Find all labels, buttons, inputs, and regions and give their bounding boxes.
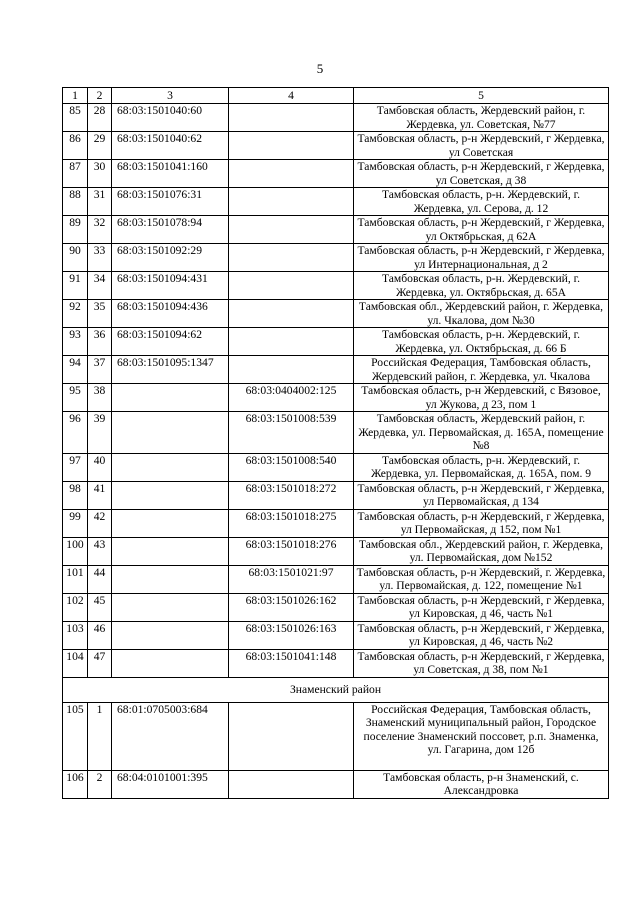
row-number-cell: 101 — [63, 565, 88, 593]
address-cell: Тамбовская область, р-н Жердевский, г Жердевка, ул Первомайская, д 134 — [354, 481, 609, 509]
address-cell: Тамбовская область, р-н Жердевский, г Жердевка, ул Кировская, д 46, часть №1 — [354, 593, 609, 621]
header-cell-3: 3 — [112, 88, 229, 104]
room-cadastral-number-cell: 68:03:1501041:148 — [229, 649, 354, 677]
register-table — [62, 87, 609, 799]
district-number-cell: 39 — [88, 412, 112, 454]
table-row — [63, 356, 609, 384]
room-cadastral-number-cell — [229, 702, 354, 770]
cadastral-number-cell — [112, 509, 229, 537]
district-number-cell: 1 — [88, 702, 112, 770]
district-number-cell: 47 — [88, 649, 112, 677]
table-row — [63, 384, 609, 412]
header-cell-4: 4 — [229, 88, 354, 104]
row-number-cell: 97 — [63, 453, 88, 481]
cadastral-number-cell — [112, 412, 229, 454]
row-number-cell: 85 — [63, 104, 88, 132]
room-cadastral-number-cell — [229, 328, 354, 356]
cadastral-number-cell: 68:03:1501092:29 — [112, 244, 229, 272]
room-cadastral-number-cell: 68:03:1501021:97 — [229, 565, 354, 593]
room-cadastral-number-cell: 68:03:1501018:276 — [229, 537, 354, 565]
row-number-cell: 98 — [63, 481, 88, 509]
section-title: Знаменский район — [63, 677, 609, 702]
cadastral-number-cell: 68:04:0101001:395 — [112, 770, 229, 798]
cadastral-number-cell — [112, 384, 229, 412]
room-cadastral-number-cell — [229, 104, 354, 132]
district-number-cell: 40 — [88, 453, 112, 481]
room-cadastral-number-cell: 68:03:1501008:539 — [229, 412, 354, 454]
table-row — [63, 328, 609, 356]
address-cell: Тамбовская область, р-н Жердевский, г Жердевка, ул Первомайская, д 152, пом №1 — [354, 509, 609, 537]
table-row — [63, 272, 609, 300]
district-number-cell: 30 — [88, 160, 112, 188]
address-cell: Российская Федерация, Тамбовская область, Жердевский район, г. Жердевка, ул. Чкалова — [354, 356, 609, 384]
row-number-cell: 102 — [63, 593, 88, 621]
table-row — [63, 593, 609, 621]
address-cell: Тамбовская обл., Жердевский район, г. Жердевка, ул. Первомайская, дом №152 — [354, 537, 609, 565]
row-number-cell: 88 — [63, 188, 88, 216]
cadastral-number-cell: 68:03:1501094:431 — [112, 272, 229, 300]
table-row — [63, 702, 609, 770]
row-number-cell: 93 — [63, 328, 88, 356]
header-row — [63, 88, 609, 104]
row-number-cell: 99 — [63, 509, 88, 537]
table-row — [63, 481, 609, 509]
address-cell: Тамбовская область, р-н. Жердевский, г. Жердевка, ул. Первомайская, д. 165А, пом. 9 — [354, 453, 609, 481]
row-number-cell: 90 — [63, 244, 88, 272]
address-cell: Тамбовская область, р-н Жердевский, г Жердевка, ул Советская, д 38, пом №1 — [354, 649, 609, 677]
address-cell: Российская Федерация, Тамбовская область, Знаменский муниципальный район, Городское поселение Знаменский поссовет, р.п. Знаменка, ул. Гагарина, дом 12б — [354, 702, 609, 770]
cadastral-number-cell: 68:03:1501041:160 — [112, 160, 229, 188]
address-cell: Тамбовская область, р-н Жердевский, г Жердевка, ул Интернациональная, д 2 — [354, 244, 609, 272]
district-number-cell: 41 — [88, 481, 112, 509]
address-cell: Тамбовская область, р-н Знаменский, с. Александровка — [354, 770, 609, 798]
table-row — [63, 537, 609, 565]
district-number-cell: 35 — [88, 300, 112, 328]
address-cell: Тамбовская область, р-н Жердевский, г Жердевка, ул Советская, д 38 — [354, 160, 609, 188]
district-number-cell: 45 — [88, 593, 112, 621]
row-number-cell: 87 — [63, 160, 88, 188]
room-cadastral-number-cell — [229, 160, 354, 188]
row-number-cell: 89 — [63, 216, 88, 244]
table-row — [63, 216, 609, 244]
cadastral-number-cell: 68:03:1501094:436 — [112, 300, 229, 328]
row-number-cell: 106 — [63, 770, 88, 798]
row-number-cell: 92 — [63, 300, 88, 328]
row-number-cell: 95 — [63, 384, 88, 412]
address-cell: Тамбовская область, р-н. Жердевский, г. Жердевка, ул. Октябрьская, д. 66 Б — [354, 328, 609, 356]
address-cell: Тамбовская область, р-н. Жердевский, г. Жердевка, ул. Серова, д. 12 — [354, 188, 609, 216]
cadastral-number-cell: 68:03:1501078:94 — [112, 216, 229, 244]
row-number-cell: 100 — [63, 537, 88, 565]
district-number-cell: 42 — [88, 509, 112, 537]
cadastral-number-cell — [112, 481, 229, 509]
row-number-cell: 96 — [63, 412, 88, 454]
room-cadastral-number-cell — [229, 132, 354, 160]
district-number-cell: 38 — [88, 384, 112, 412]
address-cell: Тамбовская область, р-н Жердевский, с Вязовое, ул Жукова, д 23, пом 1 — [354, 384, 609, 412]
district-number-cell: 43 — [88, 537, 112, 565]
room-cadastral-number-cell: 68:03:1501026:163 — [229, 621, 354, 649]
district-number-cell: 2 — [88, 770, 112, 798]
table-row — [63, 300, 609, 328]
room-cadastral-number-cell: 68:03:1501018:272 — [229, 481, 354, 509]
address-cell: Тамбовская область, р-н Жердевский, г Жердевка, ул Кировская, д 46, часть №2 — [354, 621, 609, 649]
address-cell: Тамбовская область, Жердевский район, г. Жердевка, ул. Первомайская, д. 165А, помещение №8 — [354, 412, 609, 454]
address-cell: Тамбовская область, р-н. Жердевский, г. Жердевка, ул. Октябрьская, д. 65А — [354, 272, 609, 300]
row-number-cell: 91 — [63, 272, 88, 300]
header-cell-1: 1 — [63, 88, 88, 104]
room-cadastral-number-cell — [229, 770, 354, 798]
district-number-cell: 36 — [88, 328, 112, 356]
section-row — [63, 677, 609, 702]
row-number-cell: 103 — [63, 621, 88, 649]
room-cadastral-number-cell — [229, 216, 354, 244]
district-number-cell: 33 — [88, 244, 112, 272]
cadastral-number-cell: 68:03:1501094:62 — [112, 328, 229, 356]
address-cell: Тамбовская область, р-н Жердевский, г Жердевка, ул Октябрьская, д 62А — [354, 216, 609, 244]
district-number-cell: 31 — [88, 188, 112, 216]
row-number-cell: 86 — [63, 132, 88, 160]
table-row — [63, 244, 609, 272]
table-row — [63, 770, 609, 798]
room-cadastral-number-cell: 68:03:1501026:162 — [229, 593, 354, 621]
room-cadastral-number-cell — [229, 272, 354, 300]
district-number-cell: 32 — [88, 216, 112, 244]
district-number-cell: 37 — [88, 356, 112, 384]
room-cadastral-number-cell — [229, 300, 354, 328]
cadastral-number-cell: 68:01:0705003:684 — [112, 702, 229, 770]
row-number-cell: 104 — [63, 649, 88, 677]
cadastral-number-cell — [112, 565, 229, 593]
address-cell: Тамбовская область, р-н Жердевский, г Жердевка, ул Советская — [354, 132, 609, 160]
district-number-cell: 28 — [88, 104, 112, 132]
table-row — [63, 565, 609, 593]
district-number-cell: 34 — [88, 272, 112, 300]
cadastral-number-cell — [112, 537, 229, 565]
cadastral-number-cell — [112, 649, 229, 677]
district-number-cell: 29 — [88, 132, 112, 160]
cadastral-number-cell — [112, 453, 229, 481]
table-row — [63, 453, 609, 481]
room-cadastral-number-cell: 68:03:0404002:125 — [229, 384, 354, 412]
table-row — [63, 132, 609, 160]
table-row — [63, 160, 609, 188]
cadastral-number-cell: 68:03:1501076:31 — [112, 188, 229, 216]
room-cadastral-number-cell — [229, 244, 354, 272]
table-row — [63, 649, 609, 677]
room-cadastral-number-cell: 68:03:1501018:275 — [229, 509, 354, 537]
address-cell: Тамбовская область, Жердевский район, г. Жердевка, ул. Советская, №77 — [354, 104, 609, 132]
room-cadastral-number-cell — [229, 356, 354, 384]
cadastral-number-cell — [112, 621, 229, 649]
header-cell-2: 2 — [88, 88, 112, 104]
table-row — [63, 412, 609, 454]
room-cadastral-number-cell: 68:03:1501008:540 — [229, 453, 354, 481]
address-cell: Тамбовская область, р-н Жердевский, г. Жердевка, ул. Первомайская, д. 122, помещение №1 — [354, 565, 609, 593]
row-number-cell: 94 — [63, 356, 88, 384]
district-number-cell: 46 — [88, 621, 112, 649]
header-cell-5: 5 — [354, 88, 609, 104]
cadastral-number-cell: 68:03:1501095:1347 — [112, 356, 229, 384]
table-row — [63, 621, 609, 649]
address-cell: Тамбовская обл., Жердевский район, г. Жердевка, ул. Чкалова, дом №30 — [354, 300, 609, 328]
cadastral-number-cell: 68:03:1501040:62 — [112, 132, 229, 160]
page-number: 5 — [316, 61, 324, 76]
register-table-body — [63, 88, 609, 799]
table-row — [63, 509, 609, 537]
cadastral-number-cell: 68:03:1501040:60 — [112, 104, 229, 132]
district-number-cell: 44 — [88, 565, 112, 593]
cadastral-number-cell — [112, 593, 229, 621]
row-number-cell: 105 — [63, 702, 88, 770]
room-cadastral-number-cell — [229, 188, 354, 216]
table-row — [63, 104, 609, 132]
table-row — [63, 188, 609, 216]
